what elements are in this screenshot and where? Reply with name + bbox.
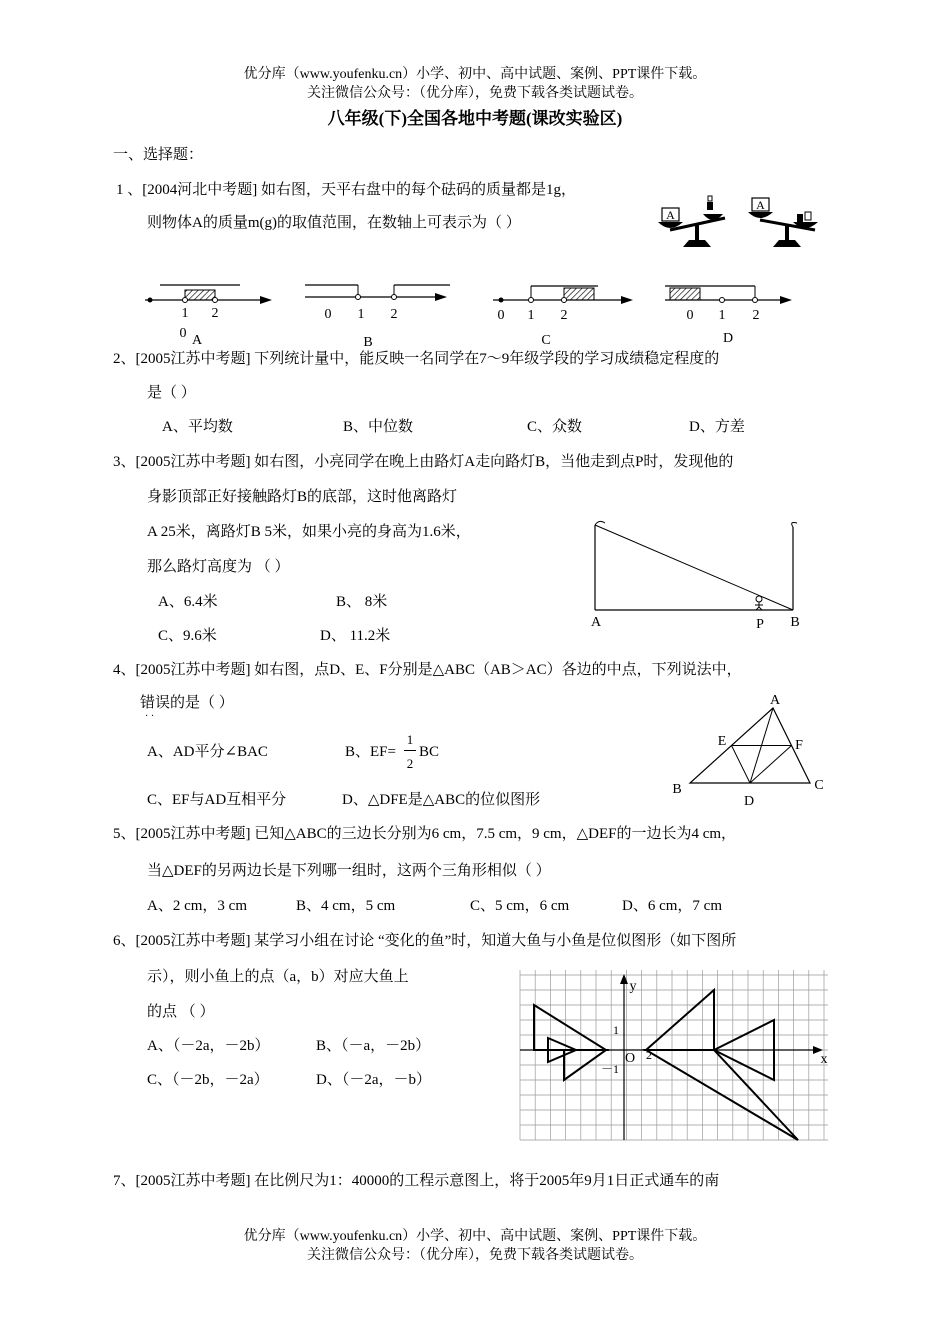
q6-option-b: B、（－a，－2b） (316, 1038, 431, 1054)
q3-option-b: B、 8米 (336, 594, 388, 610)
balance-scale-right (748, 198, 818, 247)
label-d: D (743, 794, 755, 809)
small-fish (534, 1005, 606, 1080)
q2-option-b: B、中位数 (343, 419, 414, 435)
svg-text:A: A (756, 198, 765, 212)
tick-label-1: 1 (613, 1023, 619, 1037)
q6-line-2: 示），则小鱼上的点（a，b）对应大鱼上 (147, 969, 409, 985)
label-c: C (814, 778, 824, 793)
q5-option-d: D、6 cm，7 cm (622, 898, 722, 914)
q4-option-c: C、EF与AD互相平分 (147, 792, 287, 808)
tick-label: 0 (179, 326, 187, 341)
q7-line-1: 7、[2005江苏中考题] 在比例尺为1：40000的工程示意图上，将于2005年9月1日正式通车的南 (113, 1173, 720, 1189)
q5-line-2: 当△DEF的另两边长是下列哪一组时，这两个三角形相似（ ） (147, 863, 551, 879)
label-e: E (717, 734, 727, 749)
tick-label: 0 (497, 308, 505, 323)
header-line-1: 优分库（www.youfenku.cn）小学、初中、高中试题、案例、PPT课件下载。 (243, 67, 707, 82)
label-b: B (790, 615, 800, 630)
q4-option-b-suffix: BC (419, 744, 440, 760)
fraction-bar (404, 750, 416, 751)
q5-option-b: B、4 cm，5 cm (296, 898, 396, 914)
q2-option-d: D、方差 (689, 419, 745, 435)
label-b: B (672, 782, 682, 797)
q3-line-2: 身影顶部正好接触路灯B的底部，这时他离路灯 (147, 489, 458, 505)
q6-option-d: D、（－2a，－b） (316, 1072, 431, 1088)
emphasis-dots: · · (145, 711, 155, 722)
q4-line-1: 4、[2005江苏中考题] 如右图，点D、E、F分别是△ABC（AB＞AC）各边的中点，下列说法中， (113, 662, 742, 678)
fraction-numerator: 1 (406, 732, 414, 747)
fish-coordinate-figure (518, 968, 833, 1143)
option-letter: A (191, 333, 203, 348)
tick-label: 2 (560, 308, 568, 323)
q2-line-1: 2、[2005江苏中考题] 下列统计量中，能反映一名同学在7～9年级学段的学习成绩稳定程度的 (113, 351, 720, 367)
tick-label: 0 (686, 308, 694, 323)
balance-scale-left (658, 196, 725, 247)
q6-line-1: 6、[2005江苏中考题] 某学习小组在讨论 “变化的鱼”时，知道大鱼与小鱼是位似图形（如下图所 (113, 933, 737, 949)
q3-option-a: A、6.4米 (158, 594, 218, 610)
q4-option-b-prefix: B、EF= (345, 744, 396, 760)
q1-line-2: 则物体A的质量m(g)的取值范围，在数轴上可表示为（ ） (147, 215, 521, 231)
tick-label: 1 (527, 308, 535, 323)
option-letter: C (541, 333, 551, 348)
balance-scales-figure (655, 190, 825, 255)
q3-line-4: 那么路灯高度为 （ ） (147, 559, 290, 575)
tick-label: 1 (718, 308, 726, 323)
origin-label: O (624, 1051, 636, 1066)
q4-option-d: D、△DFE是△ABC的位似图形 (342, 792, 541, 808)
label-a: A (769, 693, 781, 708)
header-line-2: 关注微信公众号：（优分库），免费下载各类试题试卷。 (307, 86, 643, 101)
fraction-denominator: 2 (406, 756, 414, 771)
page-title: 八年级(下)全国各地中考题(课改实验区) (327, 109, 623, 128)
q5-option-c: C、5 cm，6 cm (470, 898, 570, 914)
section-heading: 一、选择题： (113, 147, 204, 163)
q2-option-a: A、平均数 (162, 419, 233, 435)
label-f: F (795, 738, 803, 753)
person-icon (755, 596, 763, 610)
tick-label: 1 (357, 307, 365, 322)
footer-line-2: 关注微信公众号：（优分库），免费下载各类试题试卷。 (307, 1248, 643, 1263)
q5-line-1: 5、[2005江苏中考题] 已知△ABC的三边长分别为6 cm，7.5 cm，9 cm，△DEF的一边长为4 cm， (113, 826, 737, 842)
street-lamp-figure (585, 515, 815, 640)
q6-option-a: A、（－2a，－2b） (147, 1038, 270, 1054)
q1-option-d-number-line (660, 280, 810, 350)
q1-line-1: 1 、[2004河北中考题] 如右图，天平右盘中的每个砝码的质量都是1g， (116, 182, 576, 198)
q6-line-3: 的点 （ ） (147, 1004, 215, 1020)
tick-label: 0 (324, 307, 332, 322)
triangle-midpoints-figure (665, 688, 835, 810)
q1-option-c-number-line (488, 280, 638, 350)
q2-line-2: 是（ ） (147, 385, 196, 401)
option-letter: B (363, 335, 373, 350)
q4-line-2: 错误的是（ ） (140, 695, 234, 711)
tick-label-2: 2 (646, 1048, 652, 1062)
scale-object-label: A (666, 208, 675, 222)
tick-label-neg-1: －1 (600, 1062, 620, 1076)
tick-label: 1 (181, 306, 189, 321)
q5-option-a: A、2 cm，3 cm (147, 898, 247, 914)
q3-line-3: A 25米，离路灯B 5米，如果小亮的身高为1.6米， (147, 524, 471, 540)
q1-option-a-number-line (140, 280, 280, 350)
tick-label: 2 (752, 308, 760, 323)
q3-option-d: D、 11.2米 (320, 628, 391, 644)
q4-option-a: A、AD平分∠BAC (147, 744, 268, 760)
option-letter: D (722, 331, 734, 346)
label-a: A (590, 615, 602, 630)
q2-option-c: C、众数 (527, 419, 583, 435)
q1-option-b-number-line (300, 280, 460, 350)
axis-label-x: x (820, 1052, 828, 1067)
tick-label: 2 (211, 306, 219, 321)
q3-line-1: 3、[2005江苏中考题] 如右图，小亮同学在晚上由路灯A走向路灯B，当他走到点P时，发现他的 (113, 454, 734, 470)
footer-line-1: 优分库（www.youfenku.cn）小学、初中、高中试题、案例、PPT课件下载。 (243, 1229, 707, 1244)
q6-option-c: C、（－2b，－2a） (147, 1072, 269, 1088)
tick-label: 2 (390, 307, 398, 322)
q3-option-c: C、9.6米 (158, 628, 217, 644)
axis-label-y: y (629, 979, 637, 994)
label-p: P (756, 617, 764, 632)
